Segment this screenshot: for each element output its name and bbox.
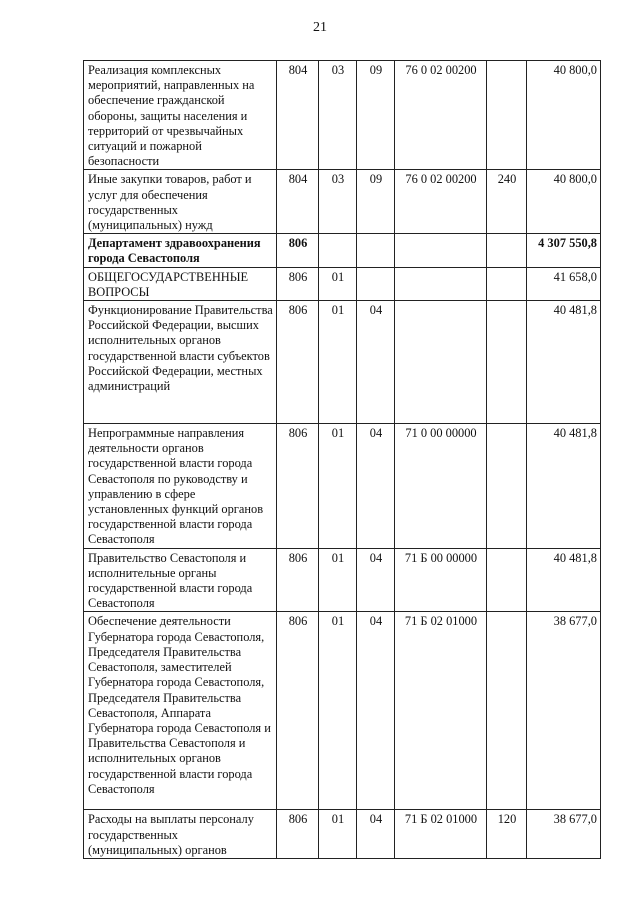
cell-name: Реализация комплексных мероприятий, направленных на обеспечение гражданской обороны, защиты населения и территорий от чрезвычайных ситуаций и пожарной безопасности	[84, 61, 277, 170]
table-row	[84, 612, 601, 810]
cell-section-code: 01	[319, 810, 357, 859]
cell-section-code	[319, 234, 357, 267]
cell-target-article: 71 Б 02 01000	[395, 810, 487, 859]
cell-subsection-code: 04	[357, 548, 395, 612]
cell-subsection-code	[357, 234, 395, 267]
cell-expense-type: 240	[487, 170, 527, 234]
table-row	[84, 170, 601, 234]
cell-expense-type	[487, 61, 527, 170]
cell-subsection-code: 04	[357, 301, 395, 424]
cell-amount: 38 677,0	[527, 810, 601, 859]
cell-amount: 40 800,0	[527, 61, 601, 170]
cell-target-article	[395, 267, 487, 300]
cell-subsection-code: 09	[357, 61, 395, 170]
cell-amount: 40 800,0	[527, 170, 601, 234]
cell-section-code: 01	[319, 424, 357, 549]
cell-amount: 38 677,0	[527, 612, 601, 810]
cell-target-article	[395, 234, 487, 267]
cell-ministry-code: 804	[277, 61, 319, 170]
cell-subsection-code: 04	[357, 612, 395, 810]
cell-expense-type	[487, 424, 527, 549]
table-row	[84, 61, 601, 170]
cell-subsection-code: 04	[357, 810, 395, 859]
cell-expense-type: 120	[487, 810, 527, 859]
cell-expense-type	[487, 612, 527, 810]
cell-section-code: 01	[319, 267, 357, 300]
cell-ministry-code: 806	[277, 301, 319, 424]
table-row	[84, 810, 601, 859]
cell-ministry-code: 806	[277, 548, 319, 612]
table-row	[84, 301, 601, 424]
cell-ministry-code: 806	[277, 810, 319, 859]
cell-target-article	[395, 301, 487, 424]
cell-amount: 40 481,8	[527, 548, 601, 612]
cell-expense-type	[487, 234, 527, 267]
cell-ministry-code: 804	[277, 170, 319, 234]
cell-section-code: 01	[319, 301, 357, 424]
cell-name: Обеспечение деятельности Губернатора города Севастополя, Председателя Правительства Севастополя, заместителей Губернатора города Севастополя, Председателя Правительства Севастополя, Аппарата Губернатора города Севастополя и Правительства Севастополя и исполнительных органов государственной власти города Севастополя	[84, 612, 277, 810]
cell-ministry-code: 806	[277, 612, 319, 810]
cell-amount: 40 481,8	[527, 301, 601, 424]
cell-section-code: 03	[319, 61, 357, 170]
table-row	[84, 234, 601, 267]
cell-section-code: 01	[319, 612, 357, 810]
cell-ministry-code: 806	[277, 234, 319, 267]
cell-name: Непрограммные направления деятельности органов государственной власти города Севастополя по руководству и управлению в сфере установленных функций органов государственной власти города Севастополя	[84, 424, 277, 549]
cell-target-article: 76 0 02 00200	[395, 170, 487, 234]
cell-amount: 41 658,0	[527, 267, 601, 300]
table-row	[84, 548, 601, 612]
cell-subsection-code: 04	[357, 424, 395, 549]
budget-table-body	[84, 61, 601, 859]
cell-name: Департамент здравоохранения города Севастополя	[84, 234, 277, 267]
cell-ministry-code: 806	[277, 424, 319, 549]
cell-subsection-code	[357, 267, 395, 300]
cell-amount: 40 481,8	[527, 424, 601, 549]
cell-target-article: 71 Б 00 00000	[395, 548, 487, 612]
cell-name: Иные закупки товаров, работ и услуг для обеспечения государственных (муниципальных) нужд	[84, 170, 277, 234]
cell-name: Правительство Севастополя и исполнительные органы государственной власти города Севастополя	[84, 548, 277, 612]
cell-amount: 4 307 550,8	[527, 234, 601, 267]
cell-expense-type	[487, 301, 527, 424]
page-number: 21	[313, 20, 327, 35]
cell-ministry-code: 806	[277, 267, 319, 300]
cell-subsection-code: 09	[357, 170, 395, 234]
cell-target-article: 76 0 02 00200	[395, 61, 487, 170]
budget-table	[83, 60, 601, 859]
cell-target-article: 71 0 00 00000	[395, 424, 487, 549]
cell-name: ОБЩЕГОСУДАРСТВЕННЫЕ ВОПРОСЫ	[84, 267, 277, 300]
cell-name: Функционирование Правительства Российской Федерации, высших исполнительных органов государственной власти субъектов Российской Федерации, местных администраций	[84, 301, 277, 424]
cell-name: Расходы на выплаты персоналу государственных (муниципальных) органов	[84, 810, 277, 859]
cell-section-code: 01	[319, 548, 357, 612]
cell-target-article: 71 Б 02 01000	[395, 612, 487, 810]
cell-expense-type	[487, 548, 527, 612]
table-row	[84, 424, 601, 549]
cell-section-code: 03	[319, 170, 357, 234]
cell-expense-type	[487, 267, 527, 300]
table-row	[84, 267, 601, 300]
